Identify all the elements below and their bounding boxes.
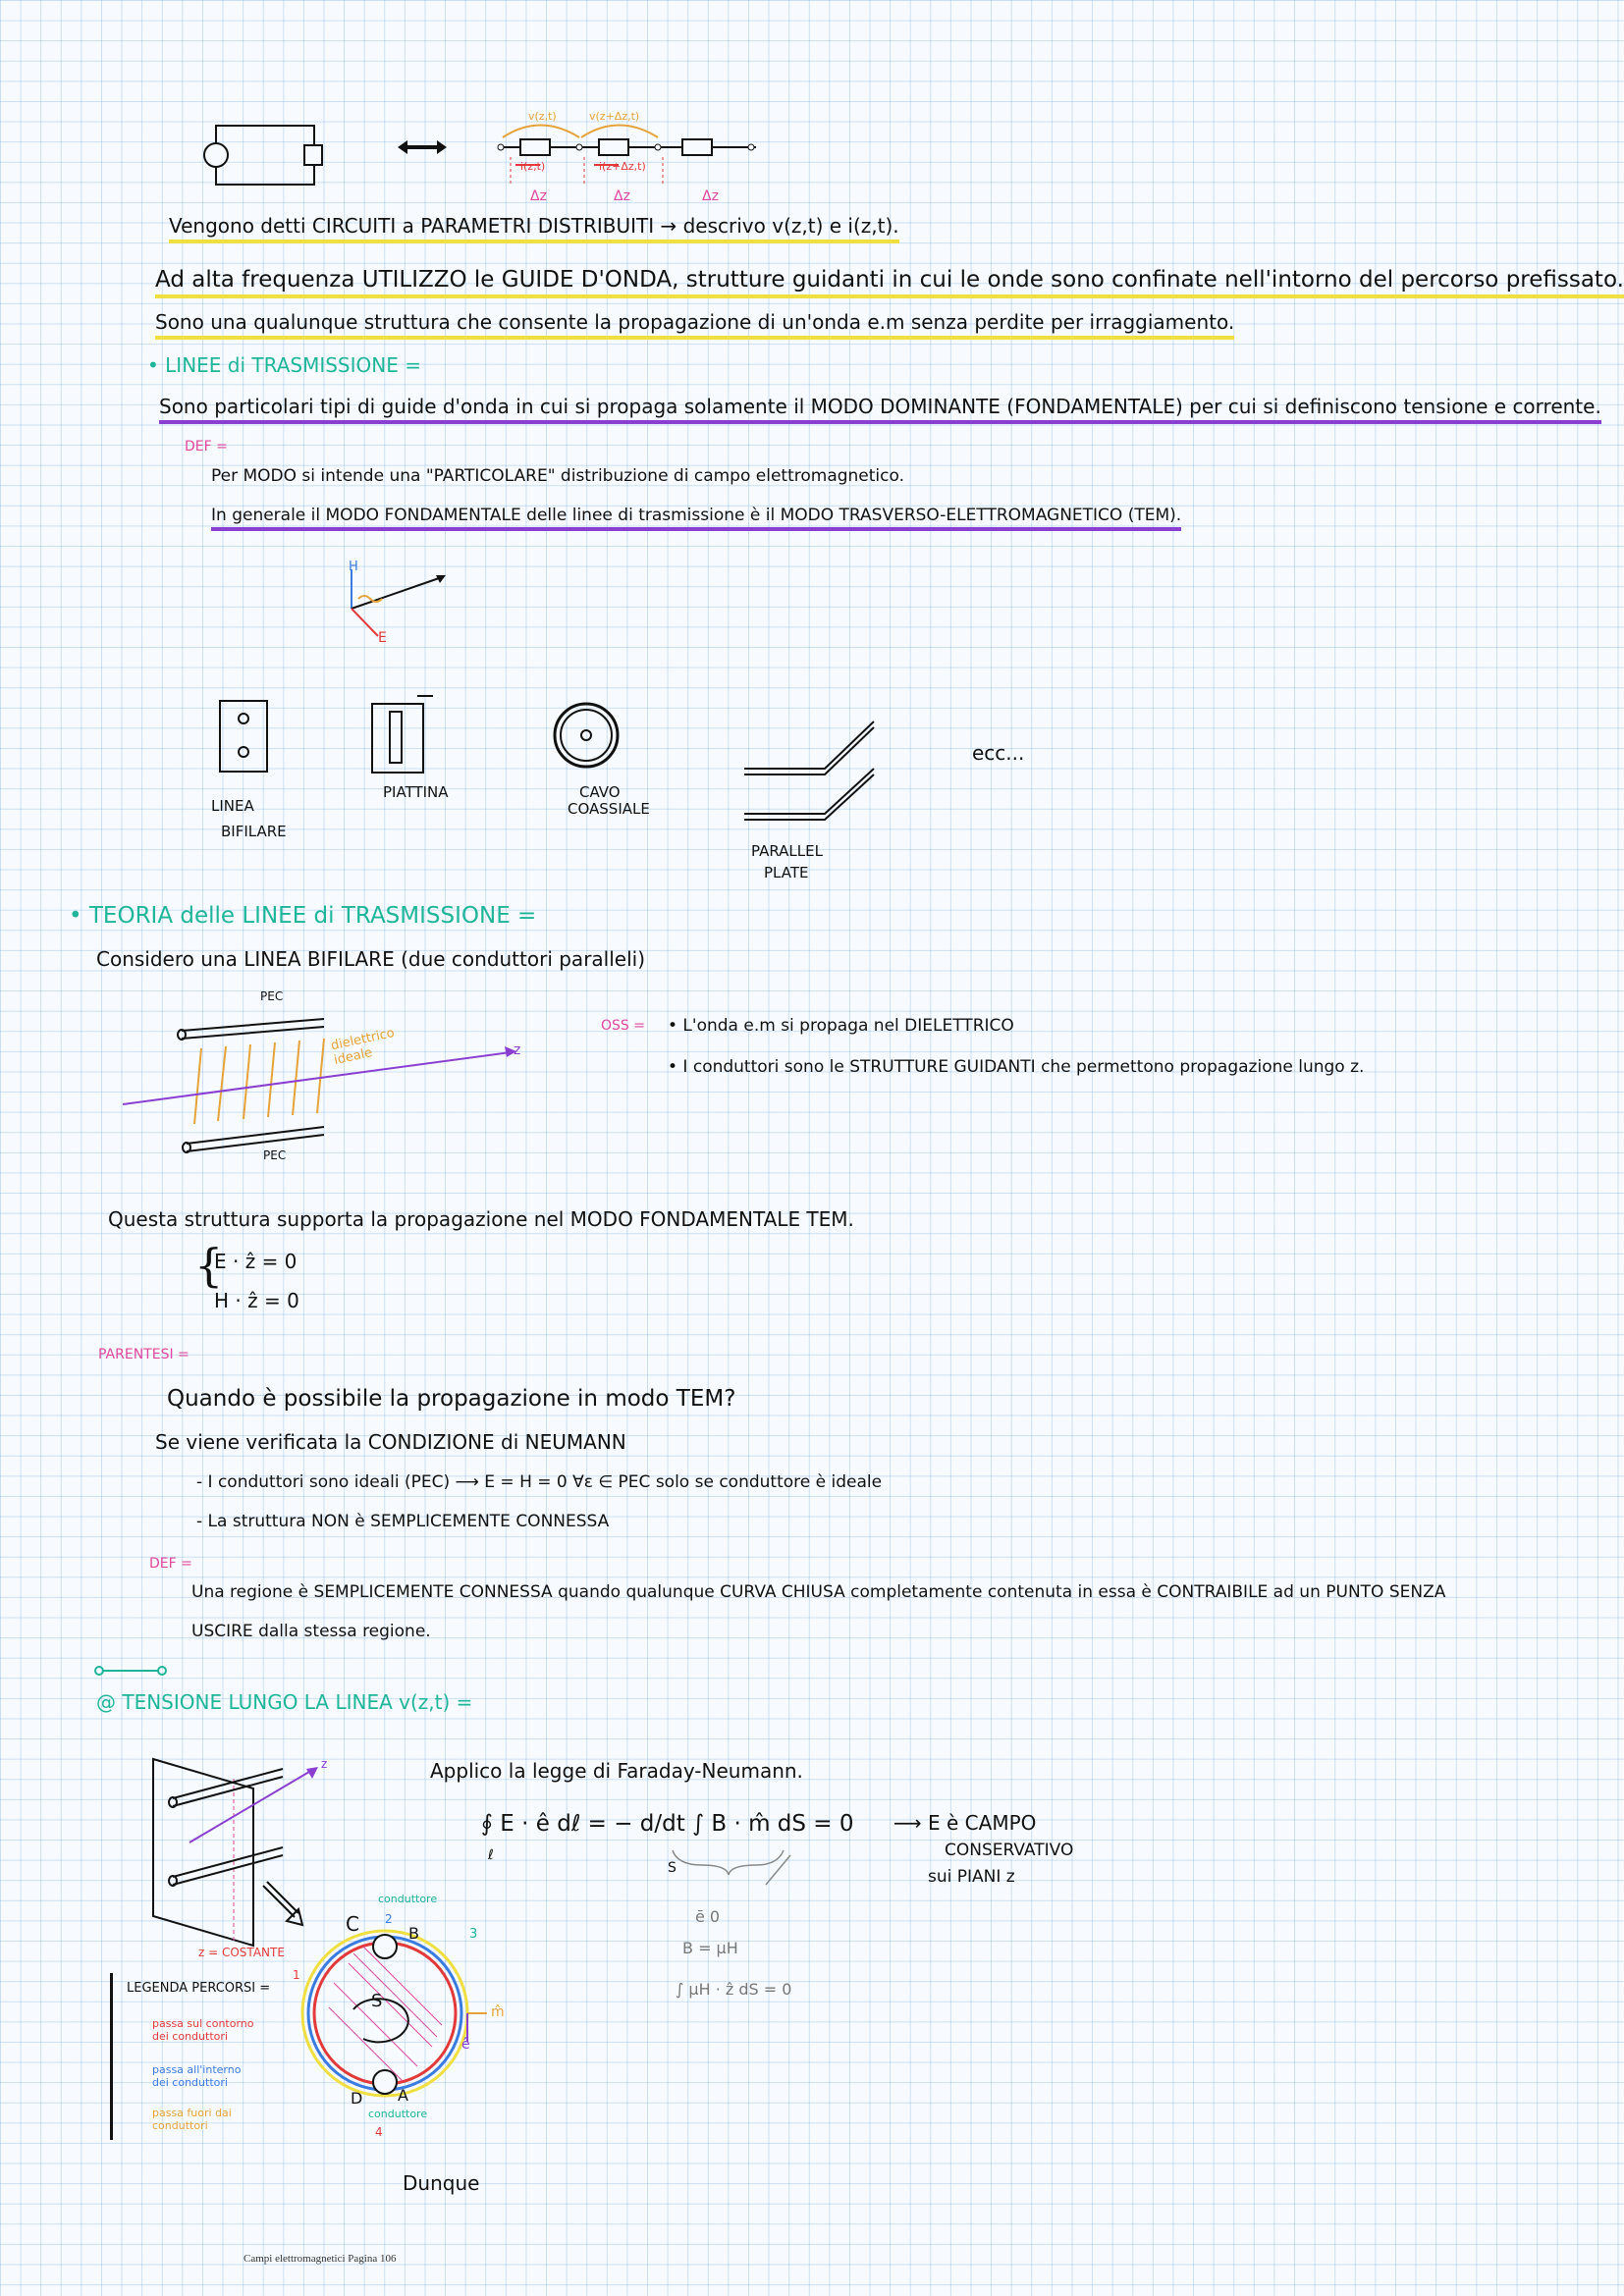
label-i-z: i(z,t) — [520, 160, 546, 173]
normal-m-label: m̂ — [491, 2004, 505, 2020]
line-def-modo: Per MODO si intende una "PARTICOLARE" distribuzione di campo elettromagnetico. — [211, 466, 904, 486]
point-a-label: A — [398, 2086, 408, 2105]
def-label-2: DEF = — [149, 1556, 192, 1572]
legenda-item-2: passa all'interno dei conduttori — [152, 2063, 242, 2089]
label-piattina: PIATTINA — [383, 783, 449, 801]
circuit-lumped-drawing — [206, 108, 334, 196]
bifilar-pec-drawing — [108, 1001, 540, 1168]
faraday-subscript-s: S — [668, 1860, 677, 1876]
label-cavo: CAVO — [579, 783, 621, 801]
point-b-label: B — [408, 1924, 419, 1943]
line-modo-dominante: Sono particolari tipi di guide d'onda in cui si propaga solamente il MODO DOMINANTE (FONDAMENTALE) per cui si definiscono tensione e corrente. — [159, 395, 1601, 424]
line-guide-onda: Ad alta frequenza UTILIZZO le GUIDE D'ONDA, strutture guidanti in cui le onde sono confinate nell'intorno del percorso prefissato. — [155, 267, 1624, 298]
parentesi-label: PARENTESI = — [98, 1347, 189, 1362]
word-dunque: Dunque — [403, 2171, 480, 2195]
label-pec-top: PEC — [260, 989, 284, 1003]
heading-tensione-linea: @ TENSIONE LUNGO LA LINEA v(z,t) = — [96, 1690, 473, 1714]
line-non-connessa: - La struttura NON è SEMPLICEMENTE CONNESSA — [196, 1512, 610, 1531]
line-struttura: Sono una qualunque struttura che consente la propagazione di un'onda e.m senza perdite per irraggiamento. — [155, 310, 1234, 340]
label-i-zdz: i(z+Δz,t) — [599, 160, 646, 173]
note-b-mu-h: B = μH — [682, 1939, 738, 1957]
def-label-1: DEF = — [185, 439, 228, 454]
coaxial-cable-drawing — [550, 699, 623, 773]
brace-system: { — [194, 1239, 224, 1292]
oss-dielettrico: • L'onda e.m si propaga nel DIELETTRICO — [668, 1016, 1014, 1036]
z-axis-label-2: z — [321, 1757, 328, 1771]
line-circuiti-distribuiti: Vengono detti CIRCUITI a PARAMETRI DISTRIBUITI → descrivo v(z,t) e i(z,t). — [169, 214, 899, 243]
piattina-drawing — [368, 692, 437, 775]
label-v-z: v(z,t) — [528, 110, 557, 123]
underbrace-drawing — [668, 1845, 805, 1895]
label-dielettrico: dielettrico ideale — [329, 1025, 397, 1068]
oss-conduttori: • I conduttori sono le STRUTTURE GUIDANTI che permettono propagazione lungo z. — [668, 1057, 1365, 1077]
tangent-e-label: ê — [461, 2037, 470, 2053]
label-z-axis: z — [514, 1042, 521, 1058]
conduttore-top-label: conduttore — [378, 1893, 438, 1905]
faraday-equation: ∮ E · ê dℓ = − d/dt ∫ B · m̂ dS = 0 — [481, 1811, 854, 1837]
delta-z-2: Δz — [614, 188, 630, 204]
note-integral: ∫ μH · ẑ dS = 0 — [676, 1980, 792, 1999]
axis-h-label: H — [349, 560, 358, 574]
delta-z-1: Δz — [530, 188, 547, 204]
equation-h-z: H · ẑ = 0 — [214, 1289, 299, 1312]
line-faraday: Applico la legge di Faraday-Neumann. — [430, 1759, 803, 1783]
paths-diagram — [295, 1919, 491, 2115]
page-footer: Campi elettromagnetici Pagina 106 — [244, 2253, 397, 2265]
label-plate: PLATE — [764, 864, 809, 881]
legenda-title: LEGENDA PERCORSI = — [127, 1981, 271, 1996]
line-def-connessa: Una regione è SEMPLICEMENTE CONNESSA quando qualunque CURVA CHIUSA completamente contenuta in essa è CONTRAIBILE ad un PUNTO SENZA — [191, 1582, 1446, 1602]
line-supporta-tem: Questa struttura supporta la propagazione nel MODO FONDAMENTALE TEM. — [108, 1207, 854, 1231]
z-costante-label: z = COSTANTE — [198, 1946, 285, 1959]
path-3-marker: 3 — [469, 1927, 478, 1942]
path-1-marker: 1 — [293, 1968, 300, 1982]
line-modo-tem: In generale il MODO FONDAMENTALE delle linee di trasmissione è il MODO TRASVERSO-ELETTROMAGNETICO (TEM). — [211, 506, 1181, 531]
heading-linee-trasmissione: • LINEE di TRASMISSIONE = — [147, 353, 421, 377]
label-ecc: ecc... — [972, 741, 1025, 765]
parallel-plate-drawing — [736, 712, 884, 839]
campo-line-3: sui PIANI z — [928, 1867, 1015, 1887]
heading-teoria-linee: • TEORIA delle LINEE di TRASMISSIONE = — [69, 903, 537, 929]
line-linea-bifilare: Considero una LINEA BIFILARE (due conduttori paralleli) — [96, 947, 646, 971]
bifilar-line-drawing — [216, 697, 275, 775]
label-coassiale: COASSIALE — [568, 800, 650, 818]
label-pec-bottom: PEC — [263, 1148, 287, 1162]
divider-icon — [93, 1664, 172, 1678]
surface-s-label: S — [371, 1991, 383, 2011]
path-4-marker: 4 — [375, 2125, 383, 2139]
axis-e-label: E — [378, 630, 387, 646]
label-bifilare: BIFILARE — [221, 823, 287, 840]
equivalence-arrow-icon — [398, 137, 447, 157]
label-parallel: PARALLEL — [751, 842, 823, 860]
path-2-marker: 2 — [385, 1912, 393, 1926]
point-d-label: D — [351, 2089, 363, 2108]
line-def-connessa-2: USCIRE dalla stessa regione. — [191, 1622, 431, 1641]
legenda-item-1: passa sul contorno dei conduttori — [152, 2017, 254, 2043]
label-linea: LINEA — [211, 797, 254, 815]
faraday-subscript-l: ℓ — [488, 1847, 494, 1863]
oss-label: OSS = — [601, 1018, 645, 1034]
delta-z-3: Δz — [702, 188, 719, 204]
line-pec-ideali: - I conduttori sono ideali (PEC) ⟶ E = H = 0 ∀ε ∈ PEC solo se conduttore è ideale — [196, 1472, 883, 1492]
label-v-zdz: v(z+Δz,t) — [589, 110, 640, 123]
legenda-box — [110, 1973, 319, 2140]
line-neumann: Se viene verificata la CONDIZIONE di NEUMANN — [155, 1430, 626, 1454]
campo-line-2: CONSERVATIVO — [945, 1841, 1074, 1860]
note-zero: ē 0 — [695, 1907, 721, 1926]
legenda-item-3: passa fuori dai conduttori — [152, 2107, 232, 2132]
point-c-label: C — [346, 1912, 359, 1936]
equation-e-z: E · ẑ = 0 — [214, 1250, 298, 1273]
conduttore-bottom-label: conduttore — [368, 2108, 428, 2120]
line-quando-tem: Quando è possibile la propagazione in modo TEM? — [167, 1386, 736, 1412]
campo-line-1: ⟶ E è CAMPO — [893, 1811, 1037, 1835]
